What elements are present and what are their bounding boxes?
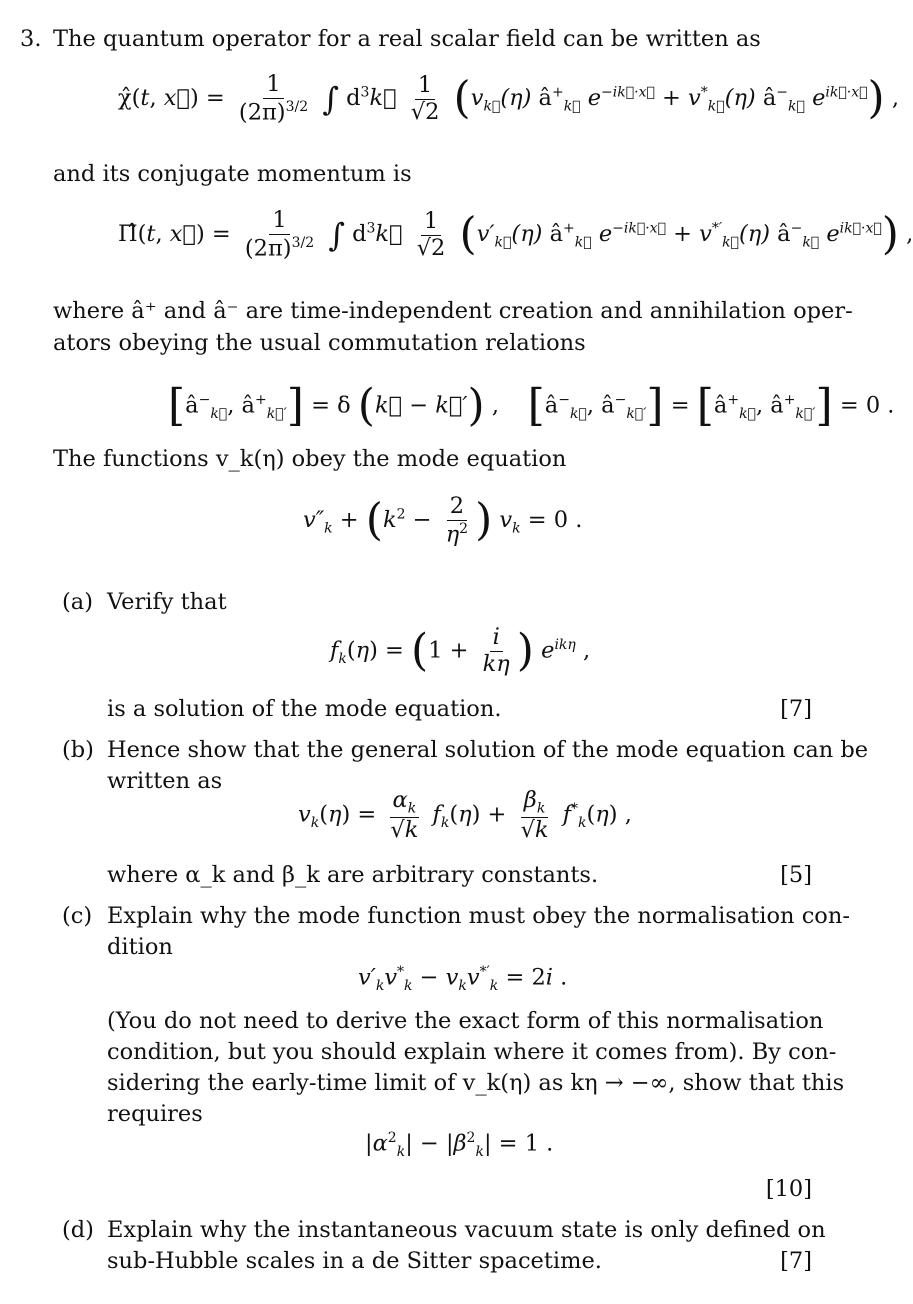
part-b-line-1: Hence show that the general solution of the mode equation can be (107, 737, 869, 763)
part-a-eq: $f_k(\eta) = (1$ + $\frac{i}{k\eta}$ ) $e^{ik\eta}$ , (330, 624, 591, 677)
part-c-line-2: dition (107, 934, 173, 960)
part-b-eq: $v_k(\eta)$ = $\frac{\alpha_k}{√k}$ $f_k(\eta)$ + $\frac{\beta_k}{√k}$ $f^*_k(\eta)$ , (298, 787, 632, 843)
operators-line-1: where â⁺ and â⁻ are time-independent creation and annihilation oper- (53, 298, 853, 324)
question-number: 3. (20, 26, 42, 52)
part-c-para-4: requires (107, 1101, 203, 1127)
part-c-eq-2: $|\alpha^2_k| - |\beta^2_k| = 1$ . (365, 1130, 554, 1160)
part-c-eq: $v'_kv^*_k - v_kv^{*'}_k = 2i$ . (358, 964, 568, 994)
eq-momentum: Π̂(t, x⃗) = $\frac{1}{(2\pi)^{3/2}}$ ∫ $d^3k⃗$ $\frac{1}{√2}$ ($v'_{k⃗}(\eta)$ $â^+_{k⃗}$ $e^{-ik⃗\cdot x⃗} + v^{*'}_{k⃗}(\eta)$ $â^-_{k⃗}$ $e^{ik⃗\cdot x⃗}$) , (118, 207, 913, 262)
part-c-para-2: condition, but you should explain where it comes from). By con- (107, 1039, 837, 1065)
part-b-label: (b) (62, 737, 94, 763)
part-b-marks: [5] (780, 862, 812, 888)
part-c-label: (c) (62, 903, 93, 929)
part-b-line-2: written as (107, 768, 223, 794)
eq-mode: $v''_k + (k^2$ − $\frac{2}{\eta^2}$ ) $v_k = 0$ . (303, 493, 583, 548)
part-b-text-2: where α_k and β_k are arbitrary constants. (107, 862, 599, 888)
part-d-line-1: Explain why the instantaneous vacuum state is only defined on (107, 1217, 826, 1243)
part-c-para-1: (You do not need to derive the exact form of this normalisation (107, 1008, 824, 1034)
eq-commutator: [$â^-_{k⃗}$, $â^+_{k⃗'}] = \delta$ (k⃗ − k⃗′) , [$â^-_{k⃗}$, $â^-_{k⃗'}$] = [$â^+_{k⃗}$, $â^+_{k⃗'}] = 0$ . (168, 380, 895, 431)
momentum-intro: and its conjugate momentum is (53, 161, 412, 187)
part-d-line-2: sub-Hubble scales in a de Sitter spacetime. (107, 1248, 602, 1274)
part-d-marks: [7] (780, 1248, 812, 1274)
part-c-para-3: sidering the early-time limit of v_k(η) as kη → −∞, show that this (107, 1070, 845, 1096)
part-a-label: (a) (62, 589, 93, 615)
part-c-line-1: Explain why the mode function must obey the normalisation con- (107, 903, 850, 929)
operators-line-2: ators obeying the usual commutation relations (53, 330, 586, 356)
part-a-text: Verify that (107, 589, 227, 615)
part-a-text-2: is a solution of the mode equation. (107, 696, 502, 722)
mode-intro: The functions v_k(η) obey the mode equation (53, 446, 567, 472)
part-c-marks: [10] (765, 1176, 812, 1202)
eq-field: χ̂(t, x⃗) = $\frac{1}{(2\pi)^{3/2}}$ ∫ $d^3k⃗$ $\frac{1}{√2}$ ($v_{k⃗}(\eta)$ $â^+_{k⃗}$ $e^{-ik⃗\cdot x⃗} + v^*_{k⃗}(\eta)$ $â^-_{k⃗}$ $e^{ik⃗\cdot x⃗}$) , (118, 71, 899, 126)
part-a-marks: [7] (780, 696, 812, 722)
part-d-label: (d) (62, 1217, 94, 1243)
intro-text: The quantum operator for a real scalar field can be written as (53, 26, 761, 52)
